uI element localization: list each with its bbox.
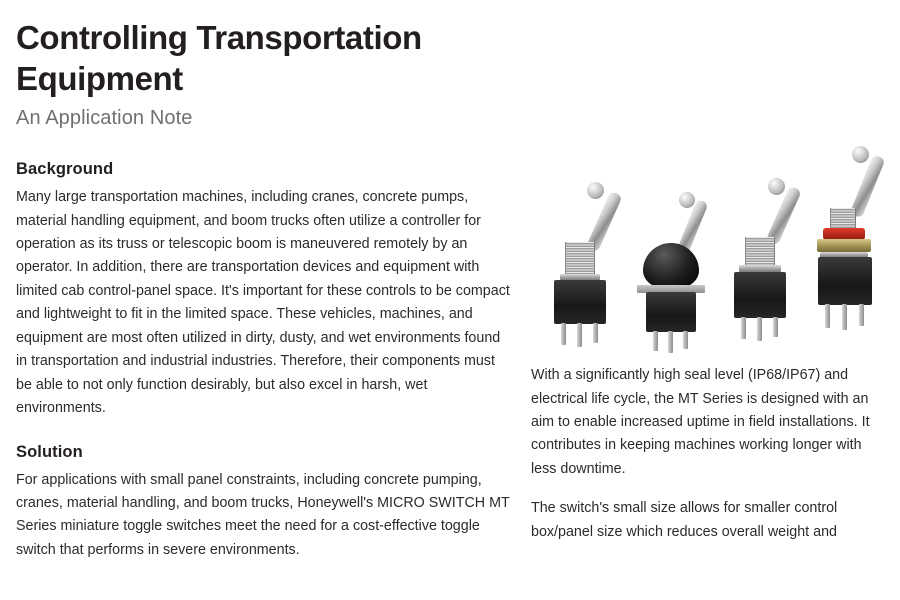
- page-title: Controlling Transportation Equipment: [16, 19, 422, 97]
- section-heading: Solution: [16, 442, 83, 461]
- toggle-switch-sealed-bushing: [721, 183, 803, 355]
- toggle-switch-rubber-boot: [629, 195, 717, 355]
- toggle-switch-threaded-bushing: [541, 180, 621, 355]
- left-column: [16, 160, 531, 562]
- toggle-switch-red-seal-panel-nut: [803, 160, 887, 355]
- two-column-layout: [16, 160, 886, 562]
- section-body: For applications with small panel constraints, including concrete pumping, cranes, material handling, and boom trucks, Honeywell's MICRO SWITCH MT Series miniature toggle switches meet the need for a cost-effective toggle switch that performs in severe environments.: [16, 471, 510, 558]
- right-paragraph: With a significantly high seal level (IP68/IP67) and electrical life cycle, the MT Series is designed with an aim to enable increased uptime in field installations. It contributes in keeping machines working longer with less downtime.: [531, 367, 870, 477]
- section-body: Many large transportation machines, including cranes, concrete pumps, material handling equipment, and boom trucks often utilize a controller for operation as its truss or telescopic boom is maneuvered remotely by an operator. In addition, there are transportation devices and equipment with limited cab control-panel space. It's important for these controls to be compact and lightweight to fit in the limited space. These vehicles, machines, and equipment are most often utilized in dirty, dusty, and wet environments found in transportation and industrial industries. Therefore, their components must be able to not only function desirably, but also excel in harsh, wet environments.: [16, 189, 510, 417]
- section-heading: Background: [16, 160, 114, 179]
- section-background: [16, 160, 513, 420]
- right-paragraph: The switch's small size allows for smaller control box/panel size which reduces overall weight and: [531, 500, 838, 540]
- right-column-text: [531, 364, 886, 544]
- section-solution: [16, 443, 513, 563]
- page-subtitle: An Application Note: [16, 107, 193, 130]
- product-photo-toggle-switches: [531, 160, 886, 355]
- right-column: [531, 160, 886, 562]
